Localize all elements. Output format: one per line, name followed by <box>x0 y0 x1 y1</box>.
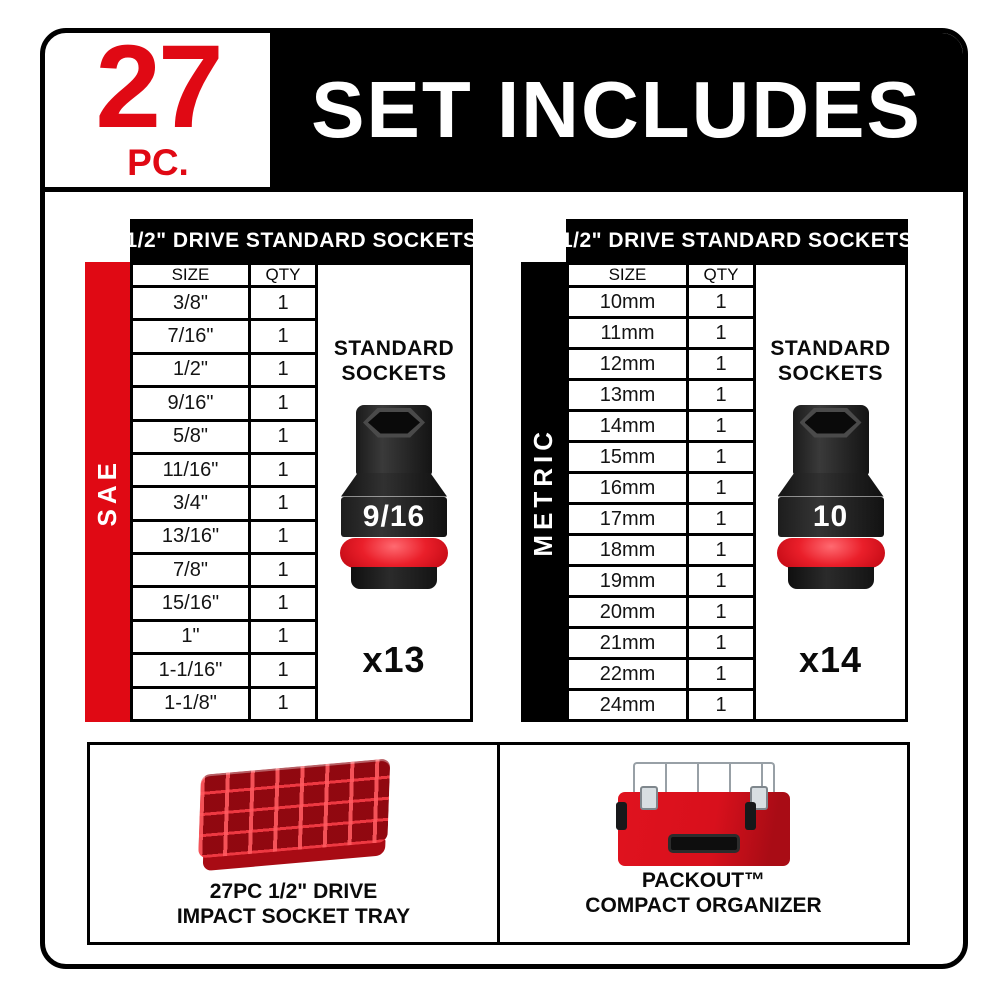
table-cell: 1 <box>688 380 755 411</box>
table-cell: 1 <box>688 659 755 690</box>
table-row <box>132 487 317 520</box>
socket-base <box>788 567 874 589</box>
table-cell: 1" <box>132 620 250 653</box>
table-row <box>568 659 755 690</box>
table-cell: 21mm <box>568 628 688 659</box>
table-cell: 14mm <box>568 411 688 442</box>
impact-socket-tray-image <box>197 758 390 871</box>
table-cell: 22mm <box>568 659 688 690</box>
table-row <box>568 380 755 411</box>
piece-count-number: 27 <box>95 20 221 153</box>
qty-column-header: QTY <box>688 264 755 287</box>
size-column-header: SIZE <box>568 264 688 287</box>
socket-tray-caption: 27PC 1/2" DRIVE IMPACT SOCKET TRAY <box>176 880 411 928</box>
table-header-row <box>132 264 317 287</box>
table-row <box>132 587 317 620</box>
table-cell: 20mm <box>568 597 688 628</box>
callout-title: STANDARD SOCKETS <box>770 337 891 385</box>
impact-socket-image <box>777 405 885 589</box>
sae-label: SAE <box>92 457 122 527</box>
table-cell: 1-1/16" <box>132 654 250 687</box>
table-cell: 1 <box>250 520 317 553</box>
table-cell: 10mm <box>568 287 688 318</box>
socket-shoulder <box>341 473 447 497</box>
socket-size-band <box>778 497 884 537</box>
table-row <box>568 566 755 597</box>
table-row <box>568 597 755 628</box>
table-cell: 1-1/8" <box>132 687 250 721</box>
table-cell: 1 <box>688 349 755 380</box>
table-cell: 9/16" <box>132 387 250 420</box>
table-row <box>132 620 317 653</box>
table-cell: 13mm <box>568 380 688 411</box>
table-cell: 1 <box>250 620 317 653</box>
table-row <box>132 687 317 721</box>
organizer-latch-clip <box>640 786 658 810</box>
header-divider <box>43 187 965 192</box>
socket-size-label: 10 <box>812 499 849 533</box>
packout-organizer-image <box>618 762 790 866</box>
table-cell: 7/8" <box>132 554 250 587</box>
sae-size-table <box>130 262 318 722</box>
table-cell: 1 <box>688 535 755 566</box>
table-cell: 1 <box>688 318 755 349</box>
table-cell: 1 <box>250 387 317 420</box>
callout-title: STANDARD SOCKETS <box>333 337 455 385</box>
table-row <box>132 453 317 486</box>
table-cell: 1 <box>250 453 317 486</box>
table-cell: 1 <box>688 690 755 721</box>
packout-organizer-caption: PACKOUT™ COMPACT ORGANIZER <box>585 869 822 917</box>
table-cell: 1 <box>250 687 317 721</box>
metric-side-bar <box>521 262 566 722</box>
piece-count-unit: PC. <box>127 142 189 184</box>
sae-panel <box>130 262 473 722</box>
table-cell: 15mm <box>568 442 688 473</box>
socket-red-ring <box>340 538 448 568</box>
socket-red-ring <box>777 538 885 568</box>
organizer-side-latch <box>745 802 756 830</box>
table-row <box>568 318 755 349</box>
metric-size-table <box>566 262 756 722</box>
table-row <box>132 420 317 453</box>
table-cell: 11mm <box>568 318 688 349</box>
table-cell: 1 <box>688 597 755 628</box>
table-cell: 19mm <box>568 566 688 597</box>
socket-drive-end <box>793 405 869 475</box>
table-cell: 15/16" <box>132 587 250 620</box>
table-cell: 1 <box>250 554 317 587</box>
socket-count: x13 <box>362 639 426 680</box>
socket-size-band <box>341 497 447 537</box>
table-row <box>132 320 317 353</box>
metric-label: METRIC <box>528 427 558 557</box>
table-cell: 11/16" <box>132 453 250 486</box>
table-cell: 12mm <box>568 349 688 380</box>
table-cell: 16mm <box>568 473 688 504</box>
table-row <box>132 287 317 320</box>
table-row <box>568 473 755 504</box>
table-cell: 17mm <box>568 504 688 535</box>
table-row <box>568 442 755 473</box>
socket-base <box>351 567 437 589</box>
table-row <box>568 411 755 442</box>
table-cell: 1 <box>688 287 755 318</box>
socket-shoulder <box>778 473 884 497</box>
organizer-handle <box>668 834 740 853</box>
table-cell: 3/4" <box>132 487 250 520</box>
table-row <box>132 353 317 386</box>
table-cell: 1 <box>688 442 755 473</box>
sae-panel-header: 1/2" DRIVE STANDARD SOCKETS <box>130 219 473 262</box>
table-cell: 1 <box>250 587 317 620</box>
table-row <box>132 654 317 687</box>
table-cell: 1 <box>688 411 755 442</box>
table-cell: 24mm <box>568 690 688 721</box>
table-cell: 1 <box>688 504 755 535</box>
table-cell: 7/16" <box>132 320 250 353</box>
table-cell: 1 <box>250 287 317 320</box>
piece-count-badge <box>46 20 270 186</box>
sae-standard-sockets-callout <box>318 262 473 722</box>
packout-organizer-item <box>500 745 907 942</box>
metric-standard-sockets-callout <box>756 262 908 722</box>
impact-socket-image <box>340 405 448 589</box>
socket-count: x14 <box>798 639 863 680</box>
table-cell: 13/16" <box>132 520 250 553</box>
table-row <box>568 535 755 566</box>
table-header-row <box>568 264 755 287</box>
header-band <box>270 33 963 187</box>
qty-column-header: QTY <box>250 264 317 287</box>
size-column-header: SIZE <box>132 264 250 287</box>
table-cell: 1/2" <box>132 353 250 386</box>
table-cell: 18mm <box>568 535 688 566</box>
table-cell: 1 <box>688 566 755 597</box>
table-row <box>568 349 755 380</box>
table-cell: 1 <box>250 420 317 453</box>
table-row <box>132 554 317 587</box>
table-cell: 1 <box>688 473 755 504</box>
table-cell: 1 <box>688 628 755 659</box>
table-row <box>132 387 317 420</box>
table-row <box>568 628 755 659</box>
table-row <box>568 690 755 721</box>
table-cell: 5/8" <box>132 420 250 453</box>
table-cell: 1 <box>250 654 317 687</box>
tray-top-face <box>198 758 390 858</box>
page-title: SET INCLUDES <box>311 65 922 154</box>
organizer-side-latch <box>616 802 627 830</box>
table-cell: 1 <box>250 487 317 520</box>
included-items <box>87 742 910 945</box>
table-row <box>568 287 755 318</box>
table-cell: 1 <box>250 353 317 386</box>
table-row <box>568 504 755 535</box>
socket-drive-end <box>356 405 432 475</box>
socket-size-label: 9/16 <box>362 499 426 533</box>
metric-panel-header: 1/2" DRIVE STANDARD SOCKETS <box>566 219 908 262</box>
sae-side-bar <box>85 262 130 722</box>
metric-panel <box>566 262 908 722</box>
table-row <box>132 520 317 553</box>
table-cell: 1 <box>250 320 317 353</box>
socket-tray-item <box>90 745 500 942</box>
table-cell: 3/8" <box>132 287 250 320</box>
